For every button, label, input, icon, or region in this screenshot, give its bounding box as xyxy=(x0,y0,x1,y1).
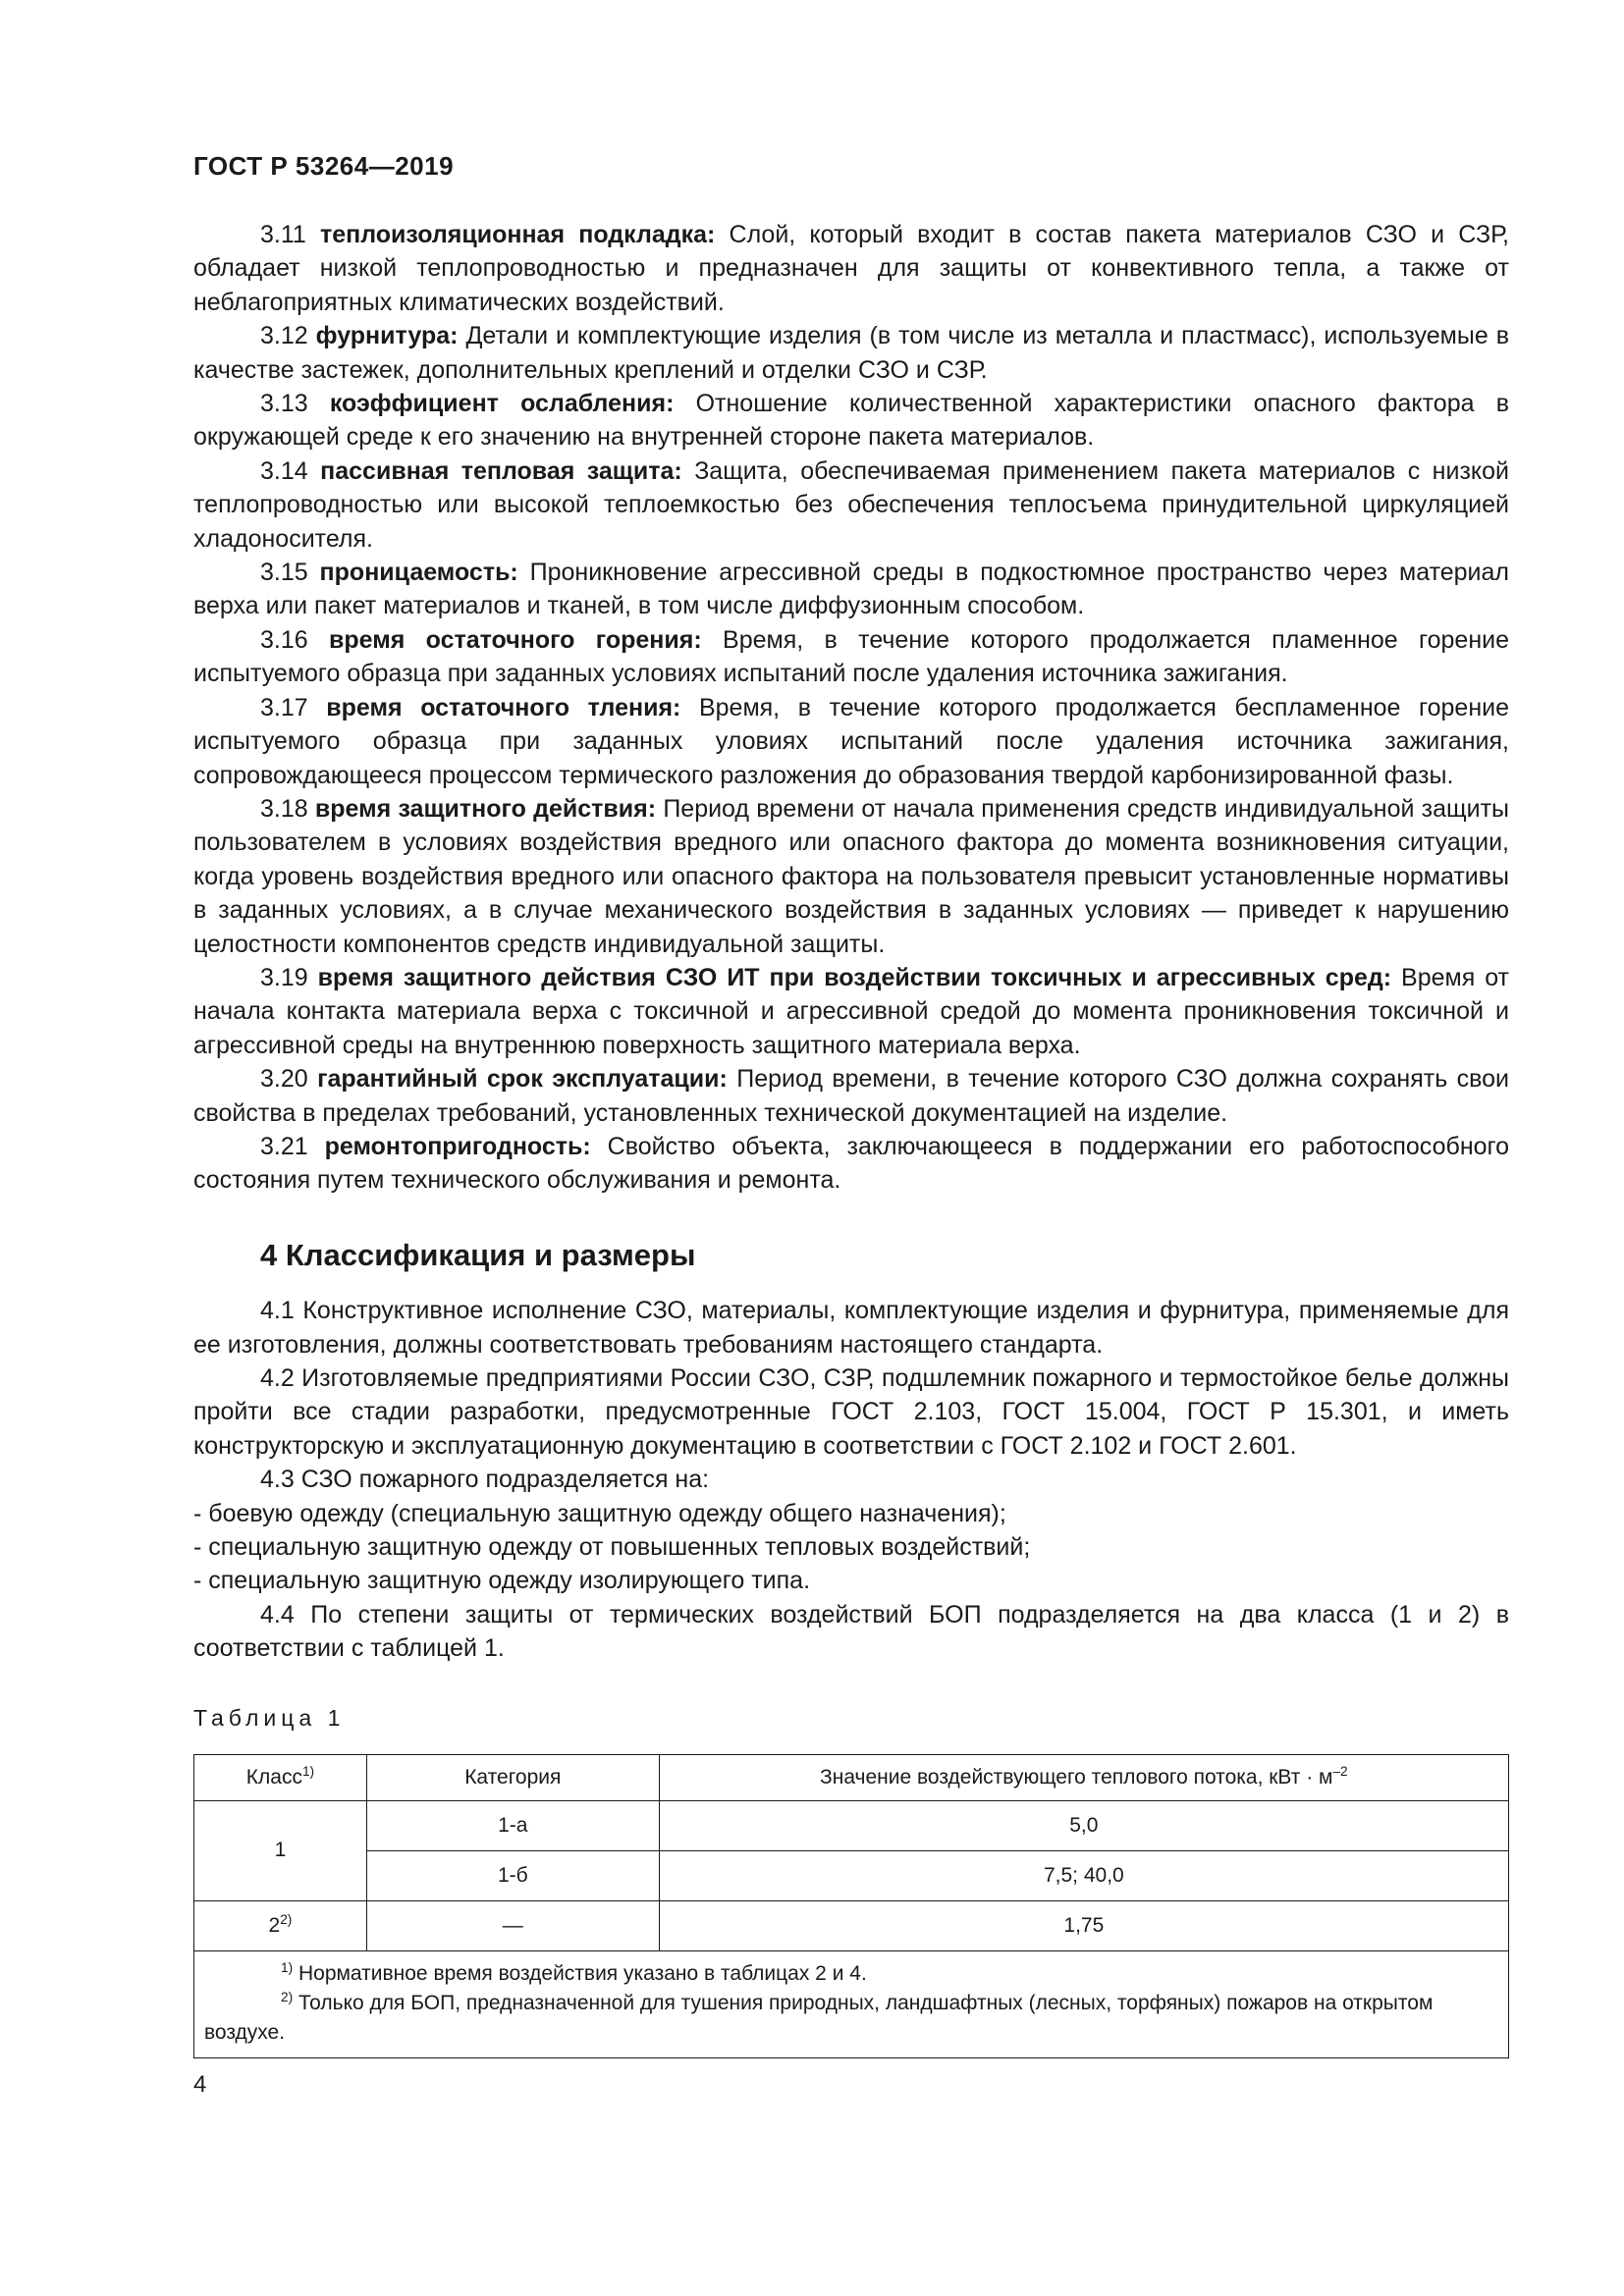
definition-term: теплоизоляционная подкладка: xyxy=(319,221,716,248)
definition-3-17 xyxy=(193,691,1509,792)
definition-number: 3.19 xyxy=(260,963,308,991)
definition-term: ремонтопригодность: xyxy=(324,1132,591,1160)
paragraph-4-4: 4.4 По степени защиты от термических воздействий БОП подразделяется на два класса (1 и 2) в соответствии с таблицей 1. xyxy=(193,1600,1509,1663)
definition-3-18 xyxy=(193,792,1509,961)
header-class: Класс$^{1)}$ xyxy=(194,1755,367,1801)
cell-value: 5,0 xyxy=(659,1801,1508,1851)
definition-term: время защитного действия: xyxy=(314,794,657,823)
definition-3-15 xyxy=(193,556,1509,623)
table-note: $^{1)}$ Нормативное время воздействия указано в таблицах 2 и 4. xyxy=(281,1960,867,1986)
list-item: - специальную защитную одежду от повышенных тепловых воздействий; xyxy=(193,1533,1031,1562)
header-category: Категория xyxy=(366,1755,659,1801)
definition-term: время остаточного горения: xyxy=(329,625,702,654)
definition-3-20 xyxy=(193,1062,1509,1130)
definition-text: Время от начала контакта материала верха с токсичной и агрессивной средой до момента проникновения токсичной и агрессивной среды на внутреннюю поверхность защитного материала верха. xyxy=(193,963,1510,1059)
definition-text: Период времени, в течение которого СЗО должна сохранять свои свойства в пределах требований, установленных технической документацией на изделие. xyxy=(193,1065,1509,1127)
definition-term: время защитного действия СЗО ИТ при воздействии токсичных и агрессивных сред: xyxy=(317,963,1392,991)
cell-category: — xyxy=(366,1901,659,1951)
table-notes xyxy=(194,1951,1509,2058)
section-4-title: 4 Классификация и размеры xyxy=(260,1237,696,1272)
cell-class: 1 xyxy=(194,1801,367,1901)
cell-class: 2$^{2)}$ xyxy=(194,1901,367,1951)
table-row xyxy=(194,1801,1509,1851)
definition-3-14 xyxy=(193,454,1509,556)
definition-3-13 xyxy=(193,387,1509,454)
table-note: $^{2)}$ Только для БОП, предназначенной для тушения природных, ландшафтных (лесных, торфяных) пожаров на открытом воздухе. xyxy=(204,1990,1434,2045)
definition-number: 3.18 xyxy=(260,794,308,823)
definition-3-19 xyxy=(193,961,1509,1062)
paragraph-4-3: 4.3 СЗО пожарного подразделяется на: xyxy=(260,1466,710,1494)
classification-table xyxy=(193,1754,1509,2058)
paragraph-4-2: 4.2 Изготовляемые предприятиями России СЗО, СЗР, подшлемник пожарного и термостойкое белье должны пройти все стадии разработки, предусмотренные ГОСТ 2.103, ГОСТ 15.004, ГОСТ Р 15.301, и иметь конструкторскую и эксплуатационную документацию в соответствии с ГОСТ 2.102 и ГОСТ 2.601. xyxy=(193,1364,1509,1460)
definition-term: пассивная тепловая защита: xyxy=(320,456,682,485)
definition-text: Защита, обеспечиваемая применением пакета материалов с низкой теплопроводностью или высокой теплоемкостью без обеспечения теплосъема принудительной циркуляцией хладоносителя. xyxy=(193,456,1509,553)
definition-text: Детали и комплектующие изделия (в том числе из металла и пластмасс), используемые в качестве застежек, дополнительных креплений и отделки СЗО и СЗР. xyxy=(193,322,1509,384)
definition-3-16 xyxy=(193,623,1509,691)
definition-number: 3.11 xyxy=(260,221,306,248)
list-item: - специальную защитную одежду изолирующего типа. xyxy=(193,1567,811,1595)
definition-3-21 xyxy=(193,1130,1509,1198)
definition-3-12 xyxy=(193,319,1509,387)
definition-text: Время, в течение которого продолжается беспламенное горение испытуемого образца при заданных уловиях испытаний после удаления источника зажигания, сопровождающееся процессом термического разложения до образования твердой карбонизированной фазы. xyxy=(193,693,1510,789)
definition-term: фурнитура: xyxy=(315,322,459,350)
definition-text: Свойство объекта, заключающееся в поддержании его работоспособного состояния путем технического обслуживания и ремонта. xyxy=(193,1132,1509,1195)
definition-number: 3.20 xyxy=(260,1065,308,1094)
cell-value: 7,5; 40,0 xyxy=(659,1851,1508,1901)
document-body xyxy=(193,218,1509,2058)
document-header: ГОСТ Р 53264—2019 xyxy=(193,151,455,181)
definition-term: время остаточного тления: xyxy=(326,693,681,721)
cell-category: 1-а xyxy=(366,1801,659,1851)
definitions-list xyxy=(193,218,1509,1198)
definition-number: 3.13 xyxy=(260,390,308,418)
table-notes-row xyxy=(194,1951,1509,2058)
table-header-row xyxy=(194,1755,1509,1801)
table-caption: Таблица 1 xyxy=(193,1704,346,1731)
definition-number: 3.16 xyxy=(260,625,308,654)
definition-number: 3.21 xyxy=(260,1132,308,1160)
definition-text: Время, в течение которого продолжается пламенное горение испытуемого образца при заданных условиях испытаний после удаления источника зажигания. xyxy=(193,625,1509,688)
definition-term: коэффициент ослабления: xyxy=(329,390,675,418)
definition-term: проницаемость: xyxy=(319,559,518,587)
definition-text: Период времени от начала применения средств индивидуальной защиты пользователем в условиях воздействия вредного или опасного фактора до момента возникновения ситуации, когда уровень воздействия вредного или опасного фактора на пользователя превысит установленные нормативы в заданных условиях, а в случае механического воздействия в заданных условиях — приведет к нарушению целостности компонентов средств индивидуальной защиты. xyxy=(193,794,1509,958)
page-number: 4 xyxy=(193,2071,207,2098)
definition-3-11 xyxy=(193,218,1509,319)
definition-number: 3.14 xyxy=(260,456,308,485)
table-row xyxy=(194,1851,1509,1901)
list-item: - боевую одежду (специальную защитную одежду общего назначения); xyxy=(193,1499,1006,1527)
paragraph-4-1: 4.1 Конструктивное исполнение СЗО, материалы, комплектующие изделия и фурнитура, применяемые для ее изготовления, должны соответствовать требованиям настоящего стандарта. xyxy=(193,1297,1509,1359)
cell-value: 1,75 xyxy=(659,1901,1508,1951)
definition-number: 3.17 xyxy=(260,693,308,721)
definition-number: 3.15 xyxy=(260,559,308,587)
cell-category: 1-б xyxy=(366,1851,659,1901)
definition-term: гарантийный срок эксплуатации: xyxy=(317,1065,728,1094)
definition-number: 3.12 xyxy=(260,322,308,350)
definition-text: Проникновение агрессивной среды в подкостюмное пространство через материал верха или пакет материалов и тканей, в том числе диффузионным способом. xyxy=(193,559,1509,620)
definition-text: Слой, который входит в состав пакета материалов СЗО и СЗР, обладает низкой теплопроводностью и предназначен для защиты от конвективного тепла, а также от неблагоприятных климатических воздействий. xyxy=(193,221,1509,316)
table-row xyxy=(194,1901,1509,1951)
header-heat-flux: Значение воздействующего теплового потока, кВт · $м^{-2}$ xyxy=(659,1755,1508,1801)
definition-text: Отношение количественной характеристики опасного фактора в окружающей среде к его значению на внутренней стороне пакета материалов. xyxy=(193,390,1509,452)
